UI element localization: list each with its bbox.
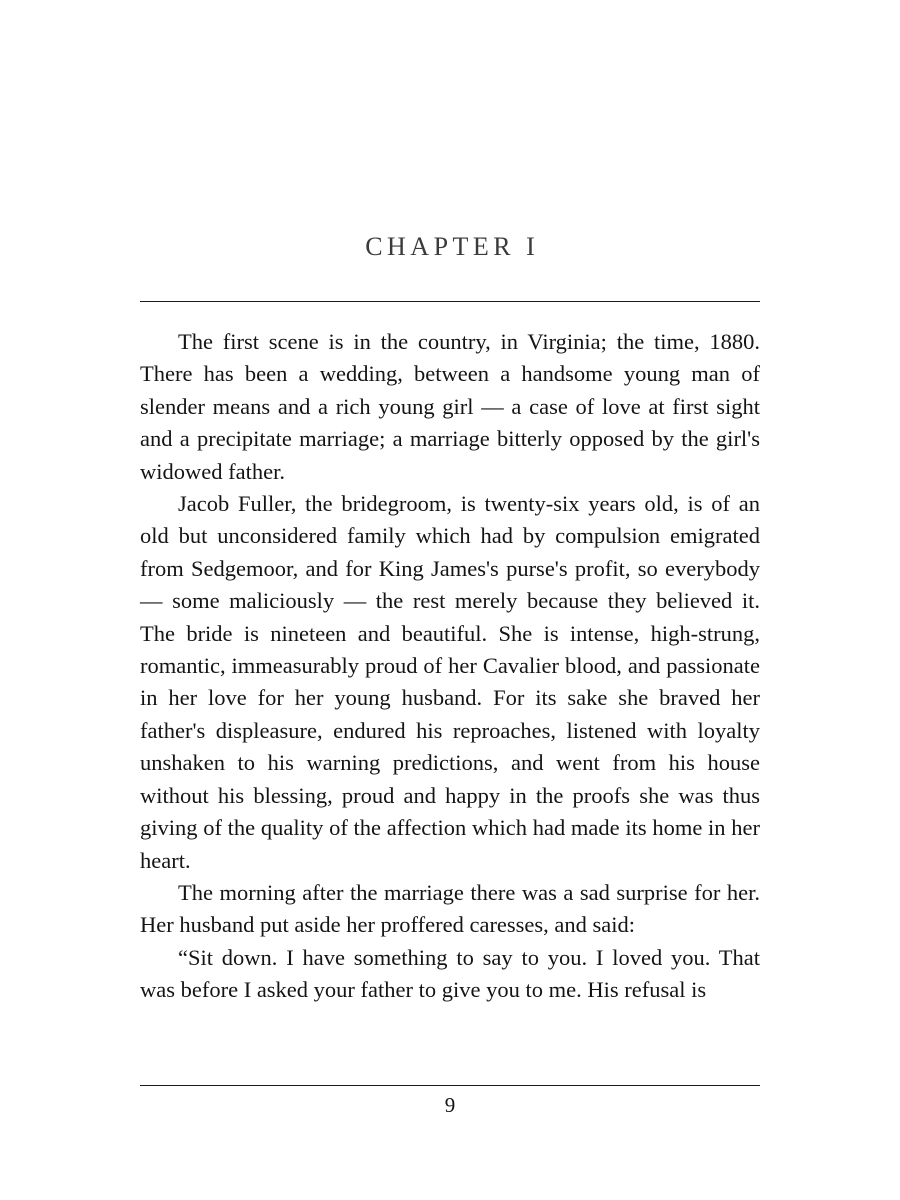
heading-divider-rule <box>140 301 760 302</box>
footer-divider-rule <box>140 1085 760 1086</box>
page-number: 9 <box>444 1093 456 1117</box>
body-text <box>140 326 760 1007</box>
paragraph: The first scene is in the country, in Virginia; the time, 1880. There has been a wedding, between a handsome young man of slender means and a rich young girl — a case of love at first sight and a precipitate marriage; a marriage bitterly opposed by the girl's widowed father. <box>140 329 760 484</box>
chapter-heading: CHAPTER I <box>365 232 540 261</box>
paragraph: Jacob Fuller, the bridegroom, is twenty-six years old, is of an old but unconsidered family which had by compulsion emigrated from Sedgemoor, and for King James's purse's profit, so everybody — some maliciously — the rest merely because they believed it. The bride is nineteen and beautiful. She is intense, high-strung, romantic, immeasurably proud of her Cavalier blood, and passionate in her love for her young husband. For its sake she braved her father's displeasure, endured his reproaches, listened with loyalty unshaken to his warning predictions, and went from his house without his blessing, proud and happy in the proofs she was thus giving of the quality of the affection which had made its home in her heart. <box>140 491 760 873</box>
paragraph: “Sit down. I have something to say to you. I loved you. That was before I asked your father to give you to me. His refusal is <box>140 944 760 1003</box>
paragraph: The morning after the marriage there was a sad surprise for her. Her husband put aside her proffered caresses, and said: <box>140 879 760 938</box>
page-content <box>140 0 760 1007</box>
